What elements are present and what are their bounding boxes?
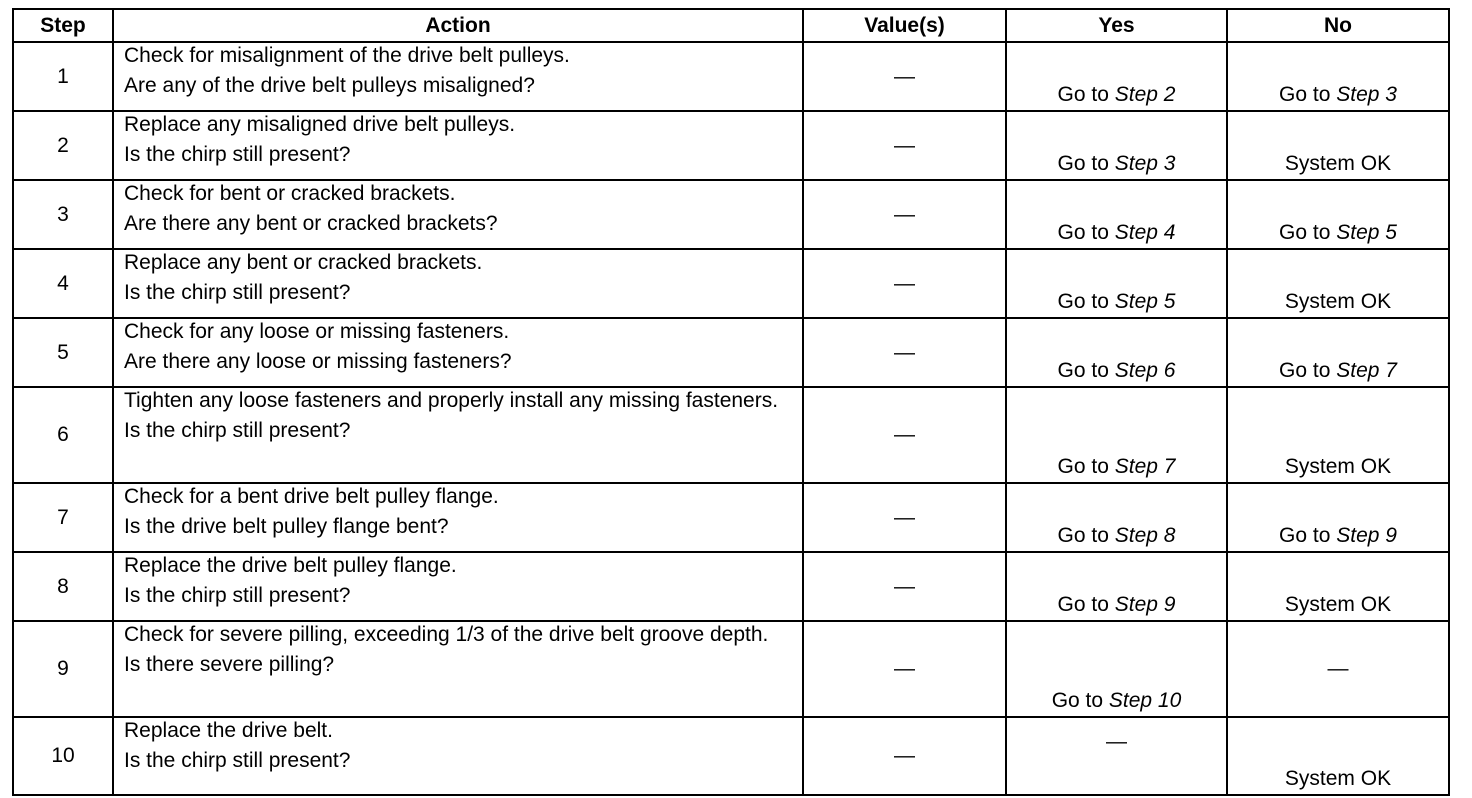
value-text: — xyxy=(894,271,915,295)
yes-step-link[interactable]: Step 5 xyxy=(1114,290,1176,313)
action-cell xyxy=(113,387,803,483)
table-row xyxy=(13,180,1449,249)
action-cell xyxy=(113,552,803,621)
header-action: Action xyxy=(113,9,803,42)
yes-result-text: Go to xyxy=(1057,290,1115,313)
no-result-text: System OK xyxy=(1284,152,1392,175)
no-result-text: Go to xyxy=(1279,359,1337,382)
table-row xyxy=(13,249,1449,318)
yes-result-cell xyxy=(1006,717,1227,795)
action-instruction: Check for a bent drive belt pulley flange. xyxy=(124,485,499,508)
value-text: — xyxy=(894,505,915,529)
step-number: 5 xyxy=(13,318,113,387)
yes-result-cell xyxy=(1006,621,1227,717)
action-cell xyxy=(113,111,803,180)
table-header-row xyxy=(13,9,1449,42)
step-number: 3 xyxy=(13,180,113,249)
step-number: 9 xyxy=(13,621,113,717)
action-instruction: Tighten any loose fasteners and properly install any missing fasteners. xyxy=(124,389,779,412)
yes-step-link[interactable]: Step 4 xyxy=(1114,221,1176,244)
yes-result-text: Go to xyxy=(1057,152,1115,175)
yes-result-text: Go to xyxy=(1057,83,1115,106)
step-number: 10 xyxy=(13,717,113,795)
action-question: Are there any bent or cracked brackets? xyxy=(124,212,498,235)
yes-result-text: Go to xyxy=(1057,524,1115,547)
table-row xyxy=(13,318,1449,387)
action-cell xyxy=(113,717,803,795)
value-cell xyxy=(803,318,1006,387)
table-row xyxy=(13,387,1449,483)
no-result-cell xyxy=(1227,717,1449,795)
no-step-link[interactable]: Step 5 xyxy=(1336,221,1397,244)
value-text: — xyxy=(894,657,915,680)
table-body xyxy=(13,42,1449,795)
step-number: 7 xyxy=(13,483,113,552)
diagnostic-table xyxy=(12,8,1450,796)
yes-step-link[interactable]: Step 7 xyxy=(1114,455,1176,478)
action-question: Is the chirp still present? xyxy=(124,419,351,442)
value-text: — xyxy=(894,202,915,226)
yes-result-cell xyxy=(1006,552,1227,621)
yes-step-link[interactable]: Step 8 xyxy=(1114,524,1176,547)
no-result-text: System OK xyxy=(1284,455,1392,478)
action-question: Is the chirp still present? xyxy=(124,143,351,166)
action-instruction: Check for misalignment of the drive belt pulleys. xyxy=(124,44,570,67)
step-number: 8 xyxy=(13,552,113,621)
step-number: 4 xyxy=(13,249,113,318)
action-instruction: Replace any misaligned drive belt pulleys. xyxy=(124,113,516,136)
yes-step-link[interactable]: Step 10 xyxy=(1108,689,1182,712)
yes-result-cell xyxy=(1006,249,1227,318)
value-cell xyxy=(803,249,1006,318)
yes-step-link[interactable]: Step 2 xyxy=(1114,83,1176,106)
header-values: Value(s) xyxy=(803,9,1006,42)
yes-result-text: Go to xyxy=(1057,593,1115,616)
no-step-link[interactable]: Step 9 xyxy=(1336,524,1397,547)
header-no: No xyxy=(1227,9,1449,42)
yes-result-cell xyxy=(1006,483,1227,552)
yes-result-cell xyxy=(1006,42,1227,111)
yes-result-text: Go to xyxy=(1057,455,1115,478)
value-cell xyxy=(803,552,1006,621)
value-cell xyxy=(803,180,1006,249)
yes-result-text: Go to xyxy=(1057,221,1115,244)
header-step: Step xyxy=(13,9,113,42)
no-step-link[interactable]: Step 3 xyxy=(1336,83,1397,106)
action-question: Are there any loose or missing fasteners? xyxy=(124,350,512,373)
no-result-text: System OK xyxy=(1284,767,1392,790)
no-result-text: System OK xyxy=(1284,290,1392,313)
step-number: 6 xyxy=(13,387,113,483)
action-cell xyxy=(113,180,803,249)
action-instruction: Check for bent or cracked brackets. xyxy=(124,182,456,205)
action-instruction: Check for any loose or missing fasteners. xyxy=(124,320,510,343)
no-result-cell xyxy=(1227,249,1449,318)
action-question: Is the chirp still present? xyxy=(124,584,351,607)
no-result-cell xyxy=(1227,387,1449,483)
value-cell xyxy=(803,483,1006,552)
no-result-text: Go to xyxy=(1279,221,1337,244)
table-row xyxy=(13,717,1449,795)
yes-step-link[interactable]: Step 6 xyxy=(1114,359,1176,382)
action-cell xyxy=(113,42,803,111)
action-instruction: Replace the drive belt. xyxy=(124,719,333,742)
no-result-cell xyxy=(1227,180,1449,249)
value-cell xyxy=(803,387,1006,483)
value-cell xyxy=(803,621,1006,717)
no-step-link[interactable]: Step 7 xyxy=(1336,359,1397,382)
action-cell xyxy=(113,483,803,552)
no-result-cell xyxy=(1227,552,1449,621)
no-result-text: Go to xyxy=(1279,83,1337,106)
yes-step-link[interactable]: Step 9 xyxy=(1114,593,1176,616)
action-cell xyxy=(113,621,803,717)
yes-result-cell xyxy=(1006,387,1227,483)
table-row xyxy=(13,483,1449,552)
action-instruction: Replace any bent or cracked brackets. xyxy=(124,251,483,274)
action-question: Is there severe pilling? xyxy=(124,653,335,676)
action-cell xyxy=(113,249,803,318)
value-cell xyxy=(803,111,1006,180)
value-text: — xyxy=(894,64,915,88)
action-question: Is the chirp still present? xyxy=(124,281,351,304)
step-number: 1 xyxy=(13,42,113,111)
value-cell xyxy=(803,42,1006,111)
no-result-cell xyxy=(1227,318,1449,387)
table-row xyxy=(13,621,1449,717)
yes-result-text: Go to xyxy=(1057,359,1115,382)
no-result-text: System OK xyxy=(1284,593,1392,616)
value-cell xyxy=(803,717,1006,795)
value-text: — xyxy=(894,423,915,446)
yes-result-cell xyxy=(1006,111,1227,180)
table-row xyxy=(13,111,1449,180)
value-text: — xyxy=(894,133,915,157)
action-question: Is the chirp still present? xyxy=(124,749,351,772)
action-question: Are any of the drive belt pulleys misaligned? xyxy=(124,74,535,97)
no-result-text: — xyxy=(1327,657,1349,680)
action-instruction: Replace the drive belt pulley flange. xyxy=(124,554,457,577)
yes-result-text: Go to xyxy=(1051,689,1109,712)
step-number: 2 xyxy=(13,111,113,180)
header-yes: Yes xyxy=(1006,9,1227,42)
no-result-cell xyxy=(1227,621,1449,717)
value-text: — xyxy=(894,574,915,598)
action-question: Is the drive belt pulley flange bent? xyxy=(124,515,449,538)
no-result-cell xyxy=(1227,483,1449,552)
table-row xyxy=(13,42,1449,111)
action-cell xyxy=(113,318,803,387)
no-result-cell xyxy=(1227,42,1449,111)
no-result-cell xyxy=(1227,111,1449,180)
action-instruction: Check for severe pilling, exceeding 1/3 of the drive belt groove depth. xyxy=(124,623,769,646)
value-text: — xyxy=(894,744,915,767)
yes-step-link[interactable]: Step 3 xyxy=(1114,152,1176,175)
yes-result-text: — xyxy=(1106,730,1127,753)
yes-result-cell xyxy=(1006,180,1227,249)
yes-result-cell xyxy=(1006,318,1227,387)
value-text: — xyxy=(894,340,915,364)
table-row xyxy=(13,552,1449,621)
no-result-text: Go to xyxy=(1279,524,1337,547)
